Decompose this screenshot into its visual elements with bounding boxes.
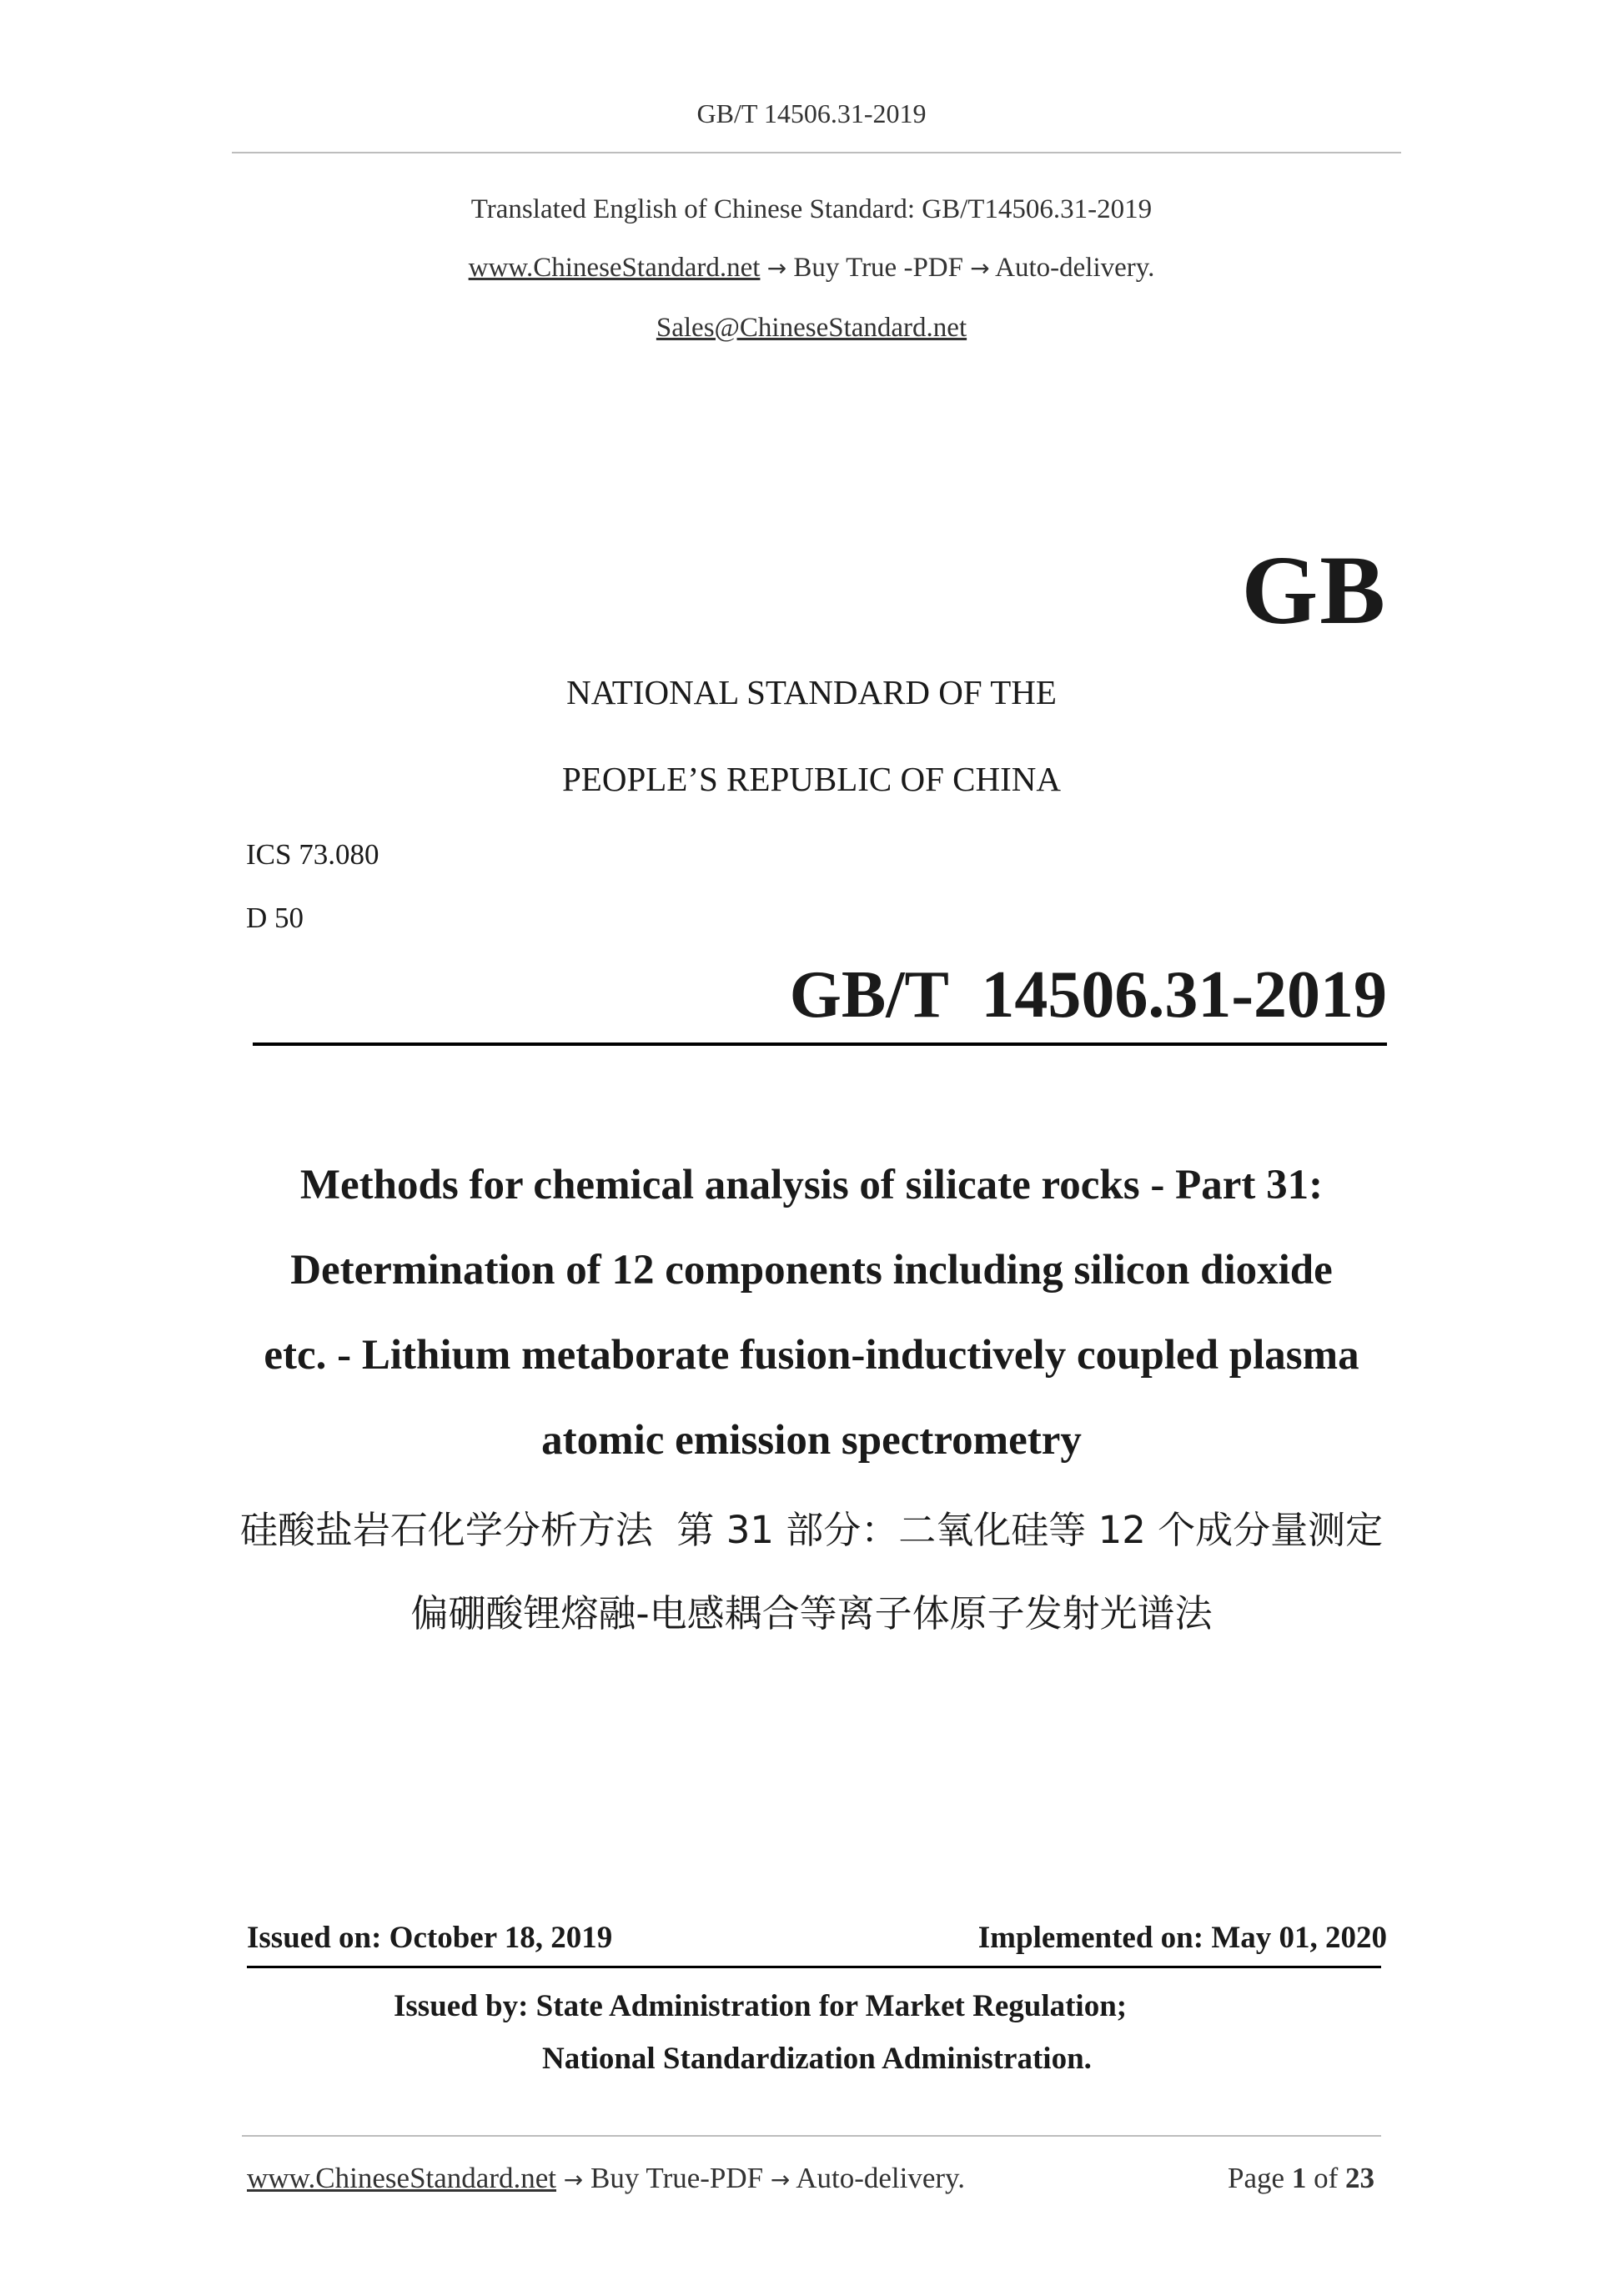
english-title	[0, 1143, 1623, 1483]
footer-purchase-line	[247, 2162, 965, 2195]
issuer-line1: Issued by: State Administration for Market Regulation;	[394, 1989, 1128, 2023]
translation-notice: Translated English of Chinese Standard: GB/T14506.31-2019	[470, 194, 1153, 224]
national-standard-line1: NATIONAL STANDARD OF THE	[566, 673, 1057, 711]
chinese-title-line: 偏硼酸锂熔融-电感耦合等离子体原子发射光谱法	[410, 1591, 1213, 1635]
running-header: GB/T 14506.31-2019	[696, 98, 927, 128]
chinese-title-line: 硅酸盐岩石化学分析方法 第 31 部分：二氧化硅等 12 个成分量测定	[239, 1508, 1384, 1552]
arrow-right-icon: →	[970, 254, 990, 282]
standard-number: GB/T 14506.31-2019	[789, 958, 1387, 1032]
site-link[interactable]: www.ChineseStandard.net	[468, 253, 761, 283]
page-indicator	[1228, 2162, 1374, 2195]
english-title-line: Determination of 12 components including silicon dioxide	[290, 1247, 1333, 1294]
arrow-right-icon: →	[766, 254, 787, 282]
footer-divider	[242, 2135, 1381, 2137]
issued-date: Issued on: October 18, 2019	[247, 1921, 613, 1955]
dates-divider	[247, 1966, 1381, 1968]
page-label: Page	[1228, 2162, 1285, 2194]
footer-delivery-text: Auto-delivery.	[796, 2162, 965, 2194]
title-divider	[253, 1042, 1387, 1046]
ics-code: ICS 73.080	[246, 838, 379, 871]
ccs-code: D 50	[246, 902, 304, 934]
implemented-date: Implemented on: May 01, 2020	[977, 1921, 1387, 1955]
gb-logo: GB	[1241, 535, 1387, 645]
footer-site-link[interactable]: www.ChineseStandard.net	[247, 2162, 556, 2194]
email-link[interactable]: Sales@ChineseStandard.net	[656, 313, 967, 343]
chinese-title	[0, 1489, 1623, 1655]
footer-buy-text: Buy True-PDF	[590, 2162, 764, 2194]
page-total: 23	[1345, 2162, 1374, 2194]
national-standard-line2: PEOPLE’S REPUBLIC OF CHINA	[562, 760, 1061, 798]
english-title-line: atomic emission spectrometry	[541, 1417, 1082, 1464]
arrow-right-icon: →	[563, 2166, 584, 2193]
page-of: of	[1314, 2162, 1339, 2194]
english-title-line: Methods for chemical analysis of silicate rocks - Part 31:	[299, 1162, 1324, 1208]
header-divider	[232, 152, 1401, 153]
english-title-line: etc. - Lithium metaborate fusion-inductively coupled plasma	[264, 1332, 1359, 1379]
delivery-text: Auto-delivery.	[995, 253, 1155, 283]
purchase-line	[0, 253, 1623, 284]
issuer-line2: National Standardization Administration.	[542, 2042, 1092, 2076]
arrow-right-icon: →	[770, 2166, 791, 2193]
email-line	[0, 313, 1623, 344]
page-current: 1	[1291, 2162, 1307, 2194]
buy-text: Buy True -PDF	[793, 253, 963, 283]
